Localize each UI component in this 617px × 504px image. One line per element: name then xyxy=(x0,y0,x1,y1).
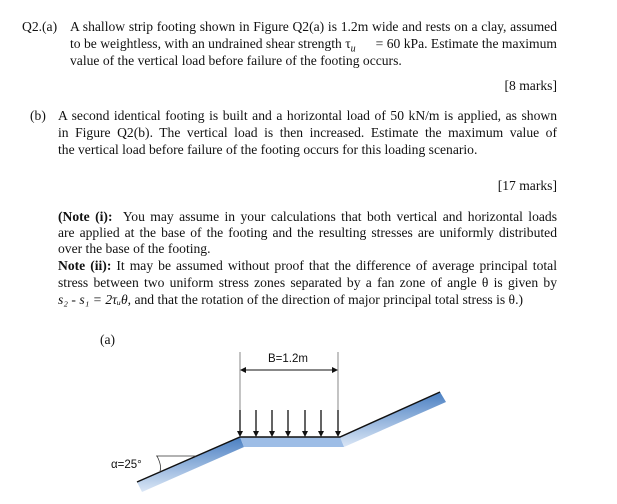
tau-subscript: u xyxy=(350,43,356,55)
formula: s₂ - s₁ = 2τᵤθ xyxy=(58,292,128,307)
width-label: B=1.2m xyxy=(268,353,308,365)
question-a-label: Q2.(a) xyxy=(22,19,58,34)
footing xyxy=(240,437,344,447)
question-b-line-2: in Figure Q2(b). The vertical load is then increased. Estimate the maximum value of xyxy=(58,125,557,140)
question-a-line-2b: = 60 kPa. Estimate the maximum xyxy=(375,36,557,51)
angle-arc xyxy=(157,456,161,471)
load-arrows xyxy=(240,410,338,432)
question-a-line-3: value of the vertical load before failure of the footing occurs. xyxy=(70,53,402,68)
figure-label: (a) xyxy=(100,332,116,347)
note-2-tail: , and that the rotation of the direction of major principal total stress is θ.) xyxy=(127,292,523,307)
marks-b: [17 marks] xyxy=(497,178,557,193)
note-2-text: It may be assumed without proof that the difference of average principal total xyxy=(116,258,557,273)
question-b-label: (b) xyxy=(30,108,46,123)
question-b-line-1: A second identical footing is built and a horizontal load of 50 kN/m is applied, as shown xyxy=(58,108,557,123)
question-a-line-1: A shallow strip footing shown in Figure Q2(a) is 1.2m wide and rests on a clay, assumed xyxy=(70,19,557,34)
question-b-line-3: the vertical load before failure of the footing occurs for this loading scenario. xyxy=(58,142,478,157)
right-slope-soil xyxy=(340,392,446,447)
left-slope-soil xyxy=(137,437,244,492)
note-1-line-3: over the base of the footing. xyxy=(58,241,211,256)
note-2-line-2: stress between two uniform stress zones separated by a fan zone of angle θ is given by xyxy=(58,275,557,290)
marks-a: [8 marks] xyxy=(504,78,557,93)
note-1-label: (Note (i): xyxy=(58,209,113,224)
note-1-text: You may assume in your calculations that both vertical and horizontal loads xyxy=(122,209,557,224)
question-a-line-2a: to be weightless, with an undrained shear strength τ xyxy=(70,36,351,51)
note-1-line-2: are applied at the base of the footing and the resulting stresses are uniformly distributed xyxy=(58,225,557,240)
angle-label: α=25° xyxy=(111,459,142,471)
note-2-label: Note (ii): xyxy=(58,258,112,273)
